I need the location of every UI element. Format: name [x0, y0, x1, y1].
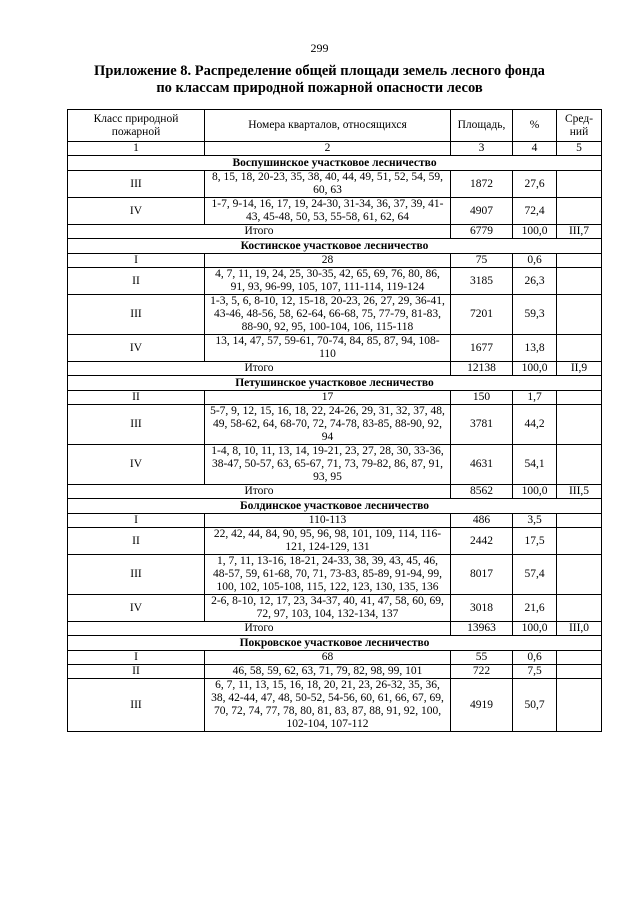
total-average: III,7: [557, 225, 602, 239]
column-number: 4: [513, 142, 557, 156]
total-row: [68, 225, 602, 239]
header-class: Класс природной пожарной: [68, 110, 205, 142]
section-name: Покровское участковое лесничество: [68, 636, 602, 651]
cell-class: IV: [68, 595, 205, 622]
cell-quarters: 46, 58, 59, 62, 63, 71, 79, 82, 98, 99, 101: [205, 665, 451, 679]
total-average: III,5: [557, 485, 602, 499]
column-number: 3: [451, 142, 513, 156]
cell-average: [557, 295, 602, 335]
cell-percent: 44,2: [513, 405, 557, 445]
cell-average: [557, 171, 602, 198]
table-row: [68, 268, 602, 295]
total-average: II,9: [557, 362, 602, 376]
section-header-row: [68, 499, 602, 514]
cell-area: 3185: [451, 268, 513, 295]
section-name: Воспушинское участковое лесничество: [68, 156, 602, 171]
header-average: Сред- ний: [557, 110, 602, 142]
total-row: [68, 622, 602, 636]
cell-class: III: [68, 679, 205, 732]
cell-class: I: [68, 514, 205, 528]
table-row: [68, 405, 602, 445]
cell-quarters: 5-7, 9, 12, 15, 16, 18, 22, 24-26, 29, 31, 32, 37, 48, 49, 58-62, 64, 68-70, 72, 74-78, 83-85, 88-90, 92, 94: [205, 405, 451, 445]
cell-area: 3781: [451, 405, 513, 445]
cell-average: [557, 528, 602, 555]
table-row: [68, 555, 602, 595]
cell-class: III: [68, 555, 205, 595]
cell-class: II: [68, 268, 205, 295]
cell-percent: 17,5: [513, 528, 557, 555]
cell-area: 3018: [451, 595, 513, 622]
column-number: 1: [68, 142, 205, 156]
cell-area: 75: [451, 254, 513, 268]
table-row: [68, 335, 602, 362]
cell-quarters: 22, 42, 44, 84, 90, 95, 96, 98, 101, 109, 114, 116-121, 124-129, 131: [205, 528, 451, 555]
cell-average: [557, 555, 602, 595]
cell-class: IV: [68, 335, 205, 362]
total-percent: 100,0: [513, 622, 557, 636]
cell-quarters: 110-113: [205, 514, 451, 528]
cell-area: 4631: [451, 445, 513, 485]
cell-quarters: 1, 7, 11, 13-16, 18-21, 24-33, 38, 39, 43, 45, 46, 48-57, 59, 61-68, 70, 71, 73-83, 85-89, 91-94, 99, 100, 102, 105-108, 115, 122, 123, 130, 135, 136: [205, 555, 451, 595]
cell-area: 8017: [451, 555, 513, 595]
cell-quarters: 1-7, 9-14, 16, 17, 19, 24-30, 31-34, 36, 37, 39, 41-43, 45-48, 50, 53, 55-58, 61, 62, 64: [205, 198, 451, 225]
cell-average: [557, 679, 602, 732]
cell-area: 2442: [451, 528, 513, 555]
total-area: 12138: [451, 362, 513, 376]
fire-danger-table: [67, 109, 602, 732]
cell-class: II: [68, 665, 205, 679]
cell-class: II: [68, 391, 205, 405]
cell-percent: 57,4: [513, 555, 557, 595]
total-percent: 100,0: [513, 485, 557, 499]
table-row: [68, 391, 602, 405]
cell-percent: 0,6: [513, 254, 557, 268]
section-name: Болдинское участковое лесничество: [68, 499, 602, 514]
cell-quarters: 1-4, 8, 10, 11, 13, 14, 19-21, 23, 27, 28, 30, 33-36, 38-47, 50-57, 63, 65-67, 71, 73, 79-82, 86, 87, 91, 93, 95: [205, 445, 451, 485]
total-area: 6779: [451, 225, 513, 239]
section-header-row: [68, 636, 602, 651]
title-line-1: Приложение 8. Распределение общей площади земель лесного фонда: [94, 63, 545, 79]
cell-percent: 54,1: [513, 445, 557, 485]
cell-average: [557, 514, 602, 528]
cell-area: 722: [451, 665, 513, 679]
total-label: Итого: [68, 225, 451, 239]
cell-area: 4907: [451, 198, 513, 225]
cell-class: IV: [68, 445, 205, 485]
total-label: Итого: [68, 485, 451, 499]
header-quarters: Номера кварталов, относящихся: [205, 110, 451, 142]
table-row: [68, 171, 602, 198]
section-name: Костинское участковое лесничество: [68, 239, 602, 254]
title-line-2: по классам природной пожарной опасности лесов: [156, 80, 483, 96]
cell-area: 486: [451, 514, 513, 528]
section-name: Петушинское участковое лесничество: [68, 376, 602, 391]
table-row: [68, 679, 602, 732]
cell-percent: 27,6: [513, 171, 557, 198]
cell-class: III: [68, 295, 205, 335]
header-percent: %: [513, 110, 557, 142]
cell-area: 1677: [451, 335, 513, 362]
cell-quarters: 4, 7, 11, 19, 24, 25, 30-35, 42, 65, 69, 76, 80, 86, 91, 93, 96-99, 105, 107, 111-114, 119-124: [205, 268, 451, 295]
cell-average: [557, 391, 602, 405]
cell-average: [557, 198, 602, 225]
column-number-row: [68, 142, 602, 156]
cell-average: [557, 595, 602, 622]
cell-area: 150: [451, 391, 513, 405]
section-header-row: [68, 156, 602, 171]
cell-class: II: [68, 528, 205, 555]
table-row: [68, 595, 602, 622]
cell-percent: 3,5: [513, 514, 557, 528]
cell-quarters: 68: [205, 651, 451, 665]
header-row: [68, 110, 602, 142]
cell-quarters: 2-6, 8-10, 12, 17, 23, 34-37, 40, 41, 47, 58, 60, 69, 72, 97, 103, 104, 132-134, 137: [205, 595, 451, 622]
header-area: Площадь,: [451, 110, 513, 142]
table-row: [68, 528, 602, 555]
cell-class: III: [68, 171, 205, 198]
cell-average: [557, 651, 602, 665]
cell-quarters: 8, 15, 18, 20-23, 35, 38, 40, 44, 49, 51, 52, 54, 59, 60, 63: [205, 171, 451, 198]
table-row: [68, 295, 602, 335]
cell-percent: 1,7: [513, 391, 557, 405]
section-header-row: [68, 376, 602, 391]
cell-average: [557, 254, 602, 268]
table-row: [68, 514, 602, 528]
total-average: III,0: [557, 622, 602, 636]
cell-average: [557, 268, 602, 295]
cell-average: [557, 405, 602, 445]
column-number: 2: [205, 142, 451, 156]
table-row: [68, 254, 602, 268]
total-label: Итого: [68, 622, 451, 636]
cell-average: [557, 665, 602, 679]
total-percent: 100,0: [513, 225, 557, 239]
cell-average: [557, 335, 602, 362]
total-percent: 100,0: [513, 362, 557, 376]
page-number: 299: [310, 41, 329, 55]
cell-percent: 21,6: [513, 595, 557, 622]
page-title: [60, 63, 579, 97]
section-header-row: [68, 239, 602, 254]
cell-percent: 72,4: [513, 198, 557, 225]
cell-quarters: 13, 14, 47, 57, 59-61, 70-74, 84, 85, 87, 94, 108-110: [205, 335, 451, 362]
cell-quarters: 6, 7, 11, 13, 15, 16, 18, 20, 21, 23, 26-32, 35, 36, 38, 42-44, 47, 48, 50-52, 54-56, 60, 61, 66, 67, 69, 70, 72, 74, 77, 78, 80, 81, 83, 87, 88, 91, 92, 100, 102-104, 107-112: [205, 679, 451, 732]
total-area: 13963: [451, 622, 513, 636]
cell-area: 4919: [451, 679, 513, 732]
column-number: 5: [557, 142, 602, 156]
table-row: [68, 665, 602, 679]
cell-class: I: [68, 651, 205, 665]
cell-percent: 26,3: [513, 268, 557, 295]
table-row: [68, 445, 602, 485]
total-row: [68, 362, 602, 376]
cell-percent: 50,7: [513, 679, 557, 732]
total-area: 8562: [451, 485, 513, 499]
cell-percent: 0,6: [513, 651, 557, 665]
cell-class: I: [68, 254, 205, 268]
total-row: [68, 485, 602, 499]
cell-area: 1872: [451, 171, 513, 198]
cell-percent: 13,8: [513, 335, 557, 362]
table-row: [68, 198, 602, 225]
cell-quarters: 1-3, 5, 6, 8-10, 12, 15-18, 20-23, 26, 27, 29, 36-41, 43-46, 48-56, 58, 62-64, 66-68, 75, 77-79, 81-83, 88-90, 92, 95, 100-104, 106, 115-118: [205, 295, 451, 335]
table-body: [68, 156, 602, 732]
cell-average: [557, 445, 602, 485]
total-label: Итого: [68, 362, 451, 376]
cell-percent: 59,3: [513, 295, 557, 335]
cell-class: III: [68, 405, 205, 445]
cell-area: 7201: [451, 295, 513, 335]
cell-percent: 7,5: [513, 665, 557, 679]
table-row: [68, 651, 602, 665]
cell-class: IV: [68, 198, 205, 225]
cell-quarters: 28: [205, 254, 451, 268]
cell-quarters: 17: [205, 391, 451, 405]
cell-area: 55: [451, 651, 513, 665]
